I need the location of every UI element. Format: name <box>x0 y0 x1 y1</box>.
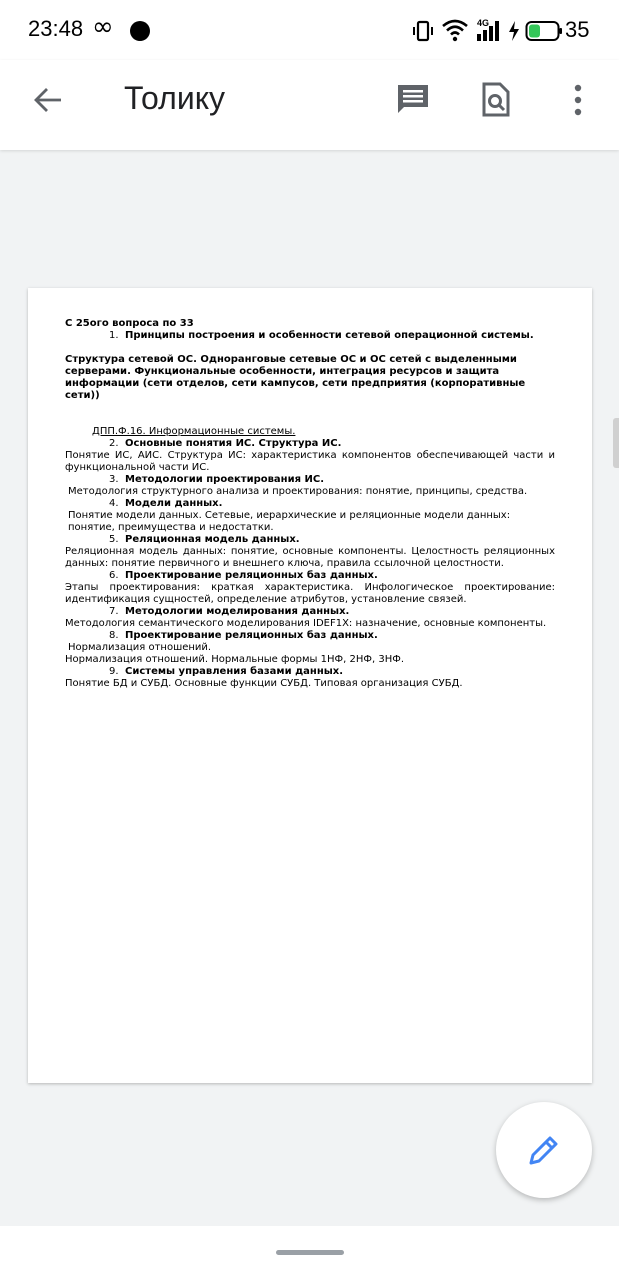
doc-item-description: Этапы проектирования: краткая характеристика. Инфологическое проектирование: идентификация сущностей, определение атрибутов, установление связей. <box>65 582 555 605</box>
back-button[interactable] <box>24 76 72 124</box>
document-title: Толику <box>124 80 226 116</box>
home-gesture-pill[interactable] <box>276 1250 344 1255</box>
wifi-icon <box>442 18 468 42</box>
doc-item-description: Нормализация отношений. Нормальные формы 1НФ, 2НФ, 3НФ. <box>65 654 404 665</box>
doc-item-description: Понятие ИС, АИС. Структура ИС: характеристика компонентов обеспечивающей части и функциональной части ИС. <box>65 450 555 473</box>
vibrate-icon <box>412 20 434 42</box>
comment-icon <box>395 82 431 118</box>
charging-icon <box>508 21 520 41</box>
scroll-handle[interactable] <box>613 418 619 468</box>
edit-button[interactable] <box>496 1102 592 1198</box>
doc-item-title: 2. Основные понятия ИС. Структура ИС. <box>109 438 342 449</box>
doc-item-title: 9. Системы управления базами данных. <box>109 666 344 677</box>
signal-icon <box>476 20 502 42</box>
battery-icon <box>525 20 563 42</box>
doc-item-description: Реляционная модель данных: понятие, основные компоненты. Целостность реляционных данных: понятие первичного и внешнего ключа, правила ссылочной целостности. <box>65 546 555 569</box>
back-arrow-icon <box>33 85 63 115</box>
doc-item-title: 1. Принципы построения и особенности сетевой операционной системы. <box>109 330 534 341</box>
doc-item-description: Нормализация отношений. <box>68 642 212 653</box>
navigation-bar <box>0 1226 619 1280</box>
doc-item-description: Методология семантического моделирования IDEF1X: назначение, основные компоненты. <box>65 618 547 629</box>
comments-button[interactable] <box>389 76 437 124</box>
find-in-page-icon <box>480 82 512 118</box>
doc-item-title: 5. Реляционная модель данных. <box>109 534 300 545</box>
status-bar <box>0 0 619 60</box>
doc-header: С 25ого вопроса по 33 <box>65 318 194 329</box>
document-body <box>65 318 555 690</box>
document-page[interactable] <box>28 288 592 1083</box>
more-options-button[interactable] <box>554 76 602 124</box>
doc-item-description: Понятие БД и СУБД. Основные функции СУБД. Типовая организация СУБД. <box>65 678 463 689</box>
doc-item-title: 8. Проектирование реляционных баз данных. <box>109 630 378 641</box>
find-in-page-button[interactable] <box>472 76 520 124</box>
doc-item-title: 6. Проектирование реляционных баз данных. <box>109 570 378 581</box>
infinity-icon: ∞ <box>92 12 114 42</box>
doc-item-description: Структура сетевой ОС. Одноранговые сетевые ОС и ОС сетей с выделенными серверами. Функциональные особенности, интеграция ресурсов и защита информации (сети отделов, сети кампусов, сети предприятия (корпоративные сети)) <box>65 354 526 401</box>
doc-section-heading: ДПП.Ф.16. Информационные системы. <box>92 426 296 437</box>
battery-percentage: 35 <box>565 17 590 42</box>
app-bar <box>0 60 619 150</box>
doc-item-description: Методология структурного анализа и проектирования: понятие, принципы, средства. <box>68 486 528 497</box>
doc-item-title: 7. Методологии моделирования данных. <box>109 606 350 617</box>
network-type-label: 4G <box>477 18 490 28</box>
notification-dot-icon <box>130 21 150 41</box>
edit-pencil-icon <box>526 1132 562 1168</box>
doc-item-description: Понятие модели данных. Сетевые, иерархические и реляционные модели данных: понятие, преимущества и недостатки. <box>68 510 511 533</box>
more-vert-icon <box>573 84 583 116</box>
doc-item-title: 4. Модели данных. <box>109 498 223 509</box>
doc-item-title: 3. Методологии проектирования ИС. <box>109 474 324 485</box>
status-time: 23:48 <box>28 16 84 41</box>
